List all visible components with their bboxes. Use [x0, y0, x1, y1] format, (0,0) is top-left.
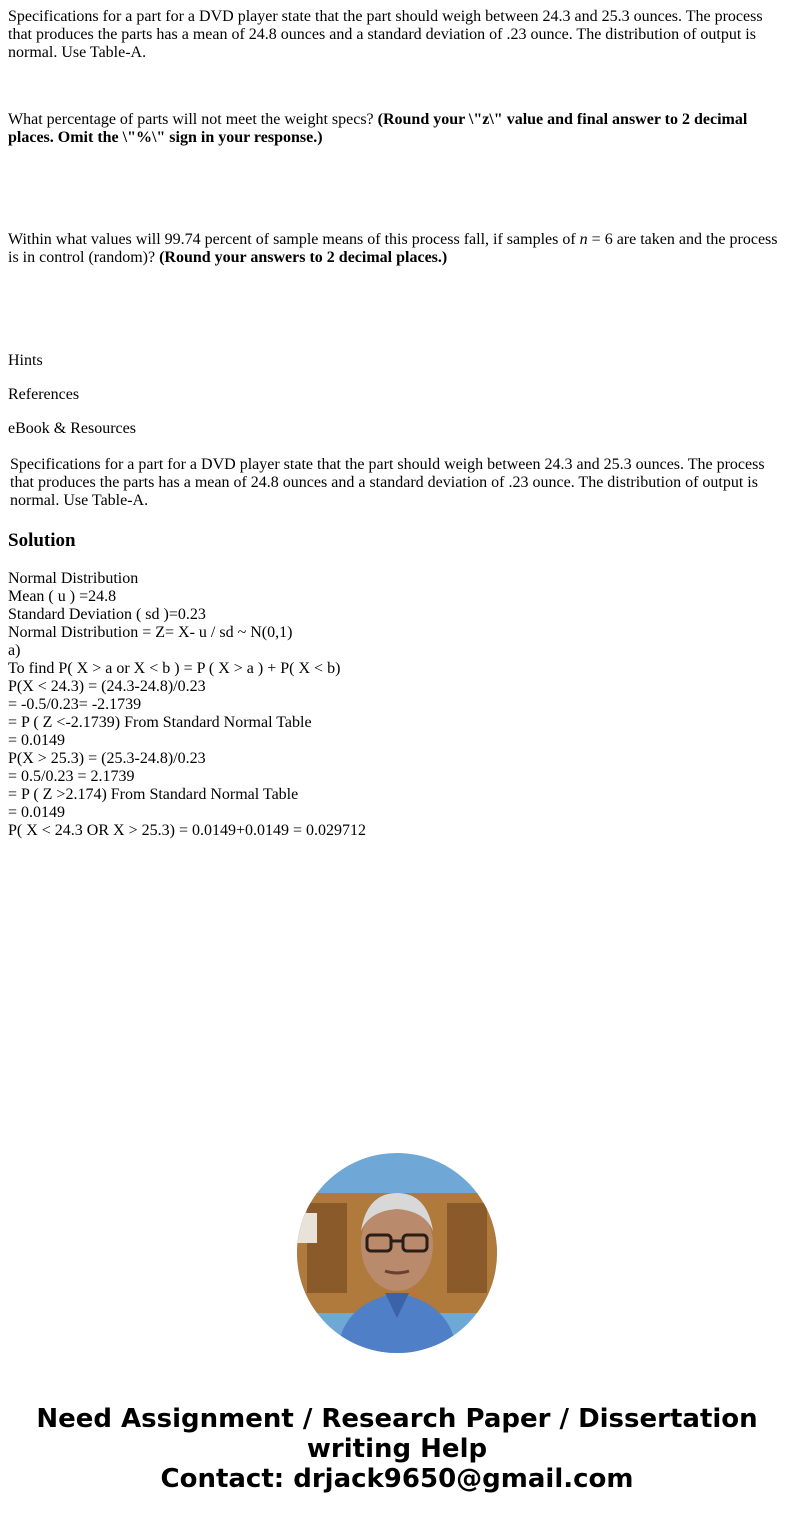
- solution-line: = 0.5/0.23 = 2.1739: [8, 768, 135, 785]
- solution-line: P(X > 25.3) = (25.3-24.8)/0.23: [8, 750, 206, 767]
- footer-banner: [0, 1404, 794, 1494]
- footer-line-2: writing Help: [306, 1434, 488, 1464]
- solution-line: = -0.5/0.23= -2.1739: [8, 696, 142, 713]
- solution-line: = 0.0149: [8, 804, 66, 821]
- question-intro: [8, 8, 783, 62]
- solution-heading: Solution: [8, 530, 76, 551]
- part-b-text-1: Within what values will 99.74 percent of sample means of this process fall, if samples of: [8, 231, 576, 248]
- solution-line: = 0.0149: [8, 732, 66, 749]
- part-b-variable: n: [579, 231, 588, 248]
- solution-line: a): [8, 642, 21, 659]
- solution-line: = P ( Z >2.174) From Standard Normal Table: [8, 786, 299, 803]
- part-b-text-2: = 6 are taken and the process is in control (random)?: [8, 231, 778, 266]
- author-photo-icon: [297, 1153, 497, 1353]
- references-link[interactable]: References: [8, 386, 80, 403]
- solution-line: Standard Deviation ( sd )=0.23: [8, 606, 206, 623]
- solution-line: To find P( X > a or X < b ) = P ( X > a ) + P( X < b): [8, 660, 341, 677]
- part-b-instruction: (Round your answers to 2 decimal places.): [159, 249, 448, 266]
- solution-line: = P ( Z <-2.1739) From Standard Normal Table: [8, 714, 312, 731]
- part-a-text: What percentage of parts will not meet the weight specs?: [8, 111, 374, 128]
- solution-line: P(X < 24.3) = (24.3-24.8)/0.23: [8, 678, 206, 695]
- solution-line: Mean ( u ) =24.8: [8, 588, 117, 605]
- ebook-resources-link[interactable]: eBook & Resources: [8, 420, 136, 437]
- question-part-b: [8, 231, 783, 267]
- solution-line: P( X < 24.3 OR X > 25.3) = 0.0149+0.0149 = 0.029712: [8, 822, 367, 839]
- solution-steps: [8, 570, 366, 840]
- solution-line: Normal Distribution: [8, 570, 139, 587]
- repeated-question-intro: Specifications for a part for a DVD player state that the part should weigh between 24.3 and 25.3 ounces. The process that produces the parts has a mean of 24.8 ounces and a standard deviation of .23 ounce. The distribution of output is normal. Use Table-A.: [10, 456, 765, 509]
- author-avatar: [297, 1153, 497, 1353]
- footer-contact[interactable]: Contact: drjack9650@gmail.com: [160, 1464, 634, 1494]
- question-intro-text: Specifications for a part for a DVD player state that the part should weigh between 24.3 and 25.3 ounces. The process that produces the parts has a mean of 24.8 ounces and a standard deviation of .23 ounce. The distribution of output is normal. Use Table-A.: [8, 8, 763, 61]
- hints-link[interactable]: Hints: [8, 352, 43, 369]
- question-part-a: [8, 111, 783, 147]
- footer-line-1: Need Assignment / Research Paper / Dissertation: [36, 1404, 758, 1434]
- part-a-instruction: (Round your \"z\" value and final answer to 2 decimal places. Omit the \"%\" sign in your response.): [8, 111, 748, 146]
- solution-line: Normal Distribution = Z= X- u / sd ~ N(0,1): [8, 624, 293, 641]
